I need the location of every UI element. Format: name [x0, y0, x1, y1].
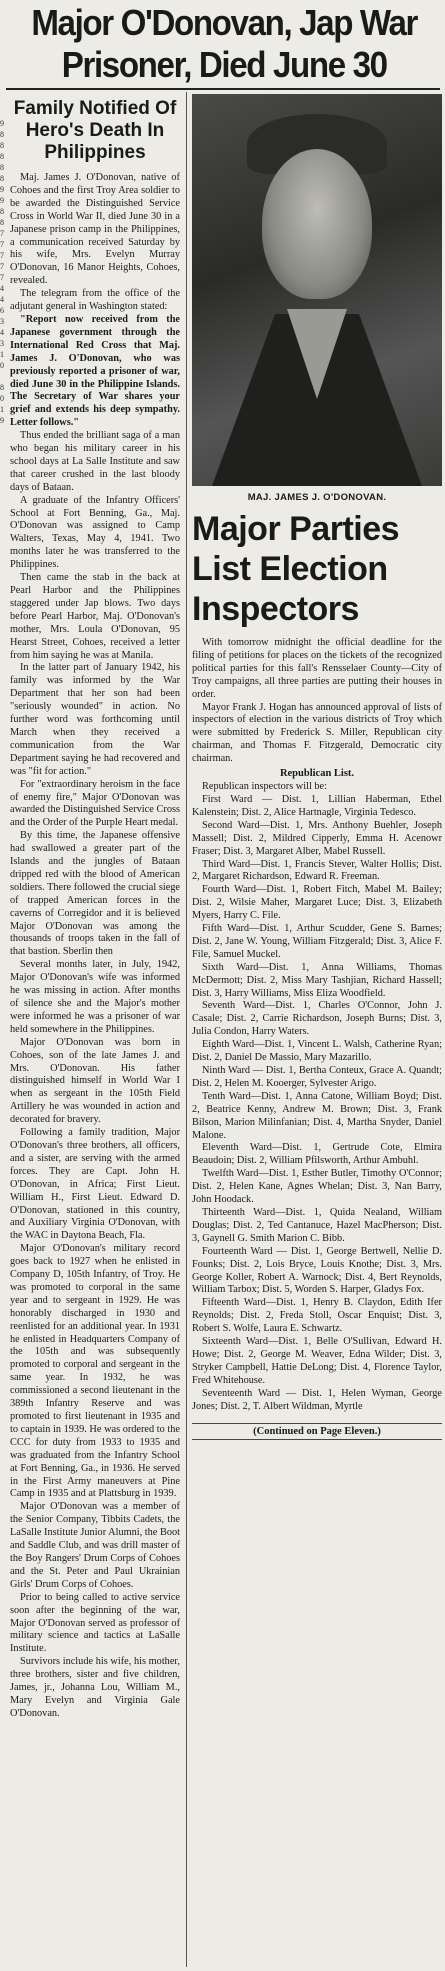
list-heading: Republican List.	[279, 768, 355, 780]
ward-entry: Fourteenth Ward — Dist. 1, George Bertwell, Nellie D. Founks; Dist. 2, Lois Bryce, Louis Knothe; Dist. 3, Mrs. George Koller, Robert A. Warnock; Dist. 4, Bert Reynolds, William Tarbox; Dist. 5, Worden S. Harper, Gladys Fox.	[192, 1245, 442, 1296]
ward-entry: Fourth Ward—Dist. 1, Robert Fitch, Mabel M. Bailey; Dist. 2, Wilsie Maher, Margaret Luce; Dist. 3, Elizabeth Myers, Harry C. File.	[192, 884, 442, 922]
continued-note: (Continued on Page Eleven.)	[192, 1423, 442, 1440]
margin-digit: 4	[0, 295, 4, 304]
election-paragraph: Mayor Frank J. Hogan has announced approval of lists of inspectors of election in the various districts of Troy which were submitted by Frederick S. Miller, Republican city chairman, and Thomas F. Fitzgerald, Democratic city chairman.	[192, 701, 442, 765]
article-paragraph: Major O'Donovan's military record goes back to 1927 when he enlisted in Company D, 105th Infantry, of Troy. He was promoted to corporal in the same year and to sergeant in 1929. He was honorably discharged in 1930 and reenlisted for an additional year. In 1931 he enlisted in Headquarters Company of the 105th and was subsequently promoted to corporal and sergeant in the same year. In 1932, he was commissioned a second lieutenant in the 389th Infantry Reserve and was promoted to first lieutenant in 1935 and to captain in 1939. He was ordered to the CCC for duty from 1933 to 1935 and was graduated from the Infantry School at Fort Benning, Ga., in 1936. He served in the First Army maneuvers at Pine Camp in 1935 and at Plattsburg in 1939.	[10, 1243, 180, 1500]
headline	[8, 2, 440, 86]
margin-digit: 3	[0, 317, 4, 326]
ward-entry: First Ward — Dist. 1, Lillian Haberman, Ethel Kalenstein; Dist. 2, Alice Hartnagle, Virginia Tedesco.	[192, 793, 442, 818]
article-paragraph: Several months later, in July, 1942, Major O'Donovan's wife was informed he was missing in action. After months of silence she and the Major's mother were informed he was a prisoner of war held somewhere in the Philippines.	[10, 959, 180, 1035]
margin-digit: 8	[0, 163, 4, 172]
article-subhead: Family Notified Of Hero's Death In Philippines	[13, 98, 177, 163]
margin-digit: 0	[0, 361, 4, 370]
list-intro: Republican inspectors will be:	[202, 781, 327, 793]
margin-digit: 1	[0, 405, 4, 414]
ward-entry: Eighth Ward—Dist. 1, Vincent L. Walsh, Catherine Ryan; Dist. 2, Daniel De Massio, Mary Mazarillo.	[192, 1039, 442, 1064]
article-paragraph: Thus ended the brilliant saga of a man who began his military career in his school days at La Salle Institute and saw that career crushed in the last bloody days of Bataan.	[10, 430, 180, 493]
election-body	[192, 637, 442, 766]
margin-digit: 3	[0, 339, 4, 348]
headline-rule	[6, 88, 440, 90]
article-paragraph: Maj. James J. O'Donovan, native of Cohoes and the first Troy Area soldier to be awarded the Distinguished Service Cross in World War II, died June 30 in a Japanese prison camp in the Philippines, a communication received Saturday by his wife, Mrs. Evelyn Murray O'Donovan, 16 Manor Heights, Cohoes, revealed.	[10, 172, 180, 287]
ward-entry: Fifteenth Ward—Dist. 1, Henry B. Claydon, Edith Ifer Reynolds; Dist. 2, Freda Stoll, Oscar Enquist; Dist. 3, Robert S. Wolfe, Laura E. Schwartz.	[192, 1297, 442, 1335]
headline-line-2: Prisoner, Died June 30	[61, 44, 387, 85]
article-paragraph: A graduate of the Infantry Officers' School at Fort Benning, Ga., Maj. O'Donovan was assigned to Camp Walters, Texas, May 4, 1941. Two months later he was transferred to the Philippines.	[10, 494, 180, 571]
article-paragraph: The telegram from the office of the adjutant general in Washington stated:	[10, 288, 180, 313]
article-paragraph: Major O'Donovan was a member of the Senior Company, Tibbits Cadets, the LaSalle Institute Junior Alumni, the Boot and Saddle Club, and was drill master of the Boy Rangers' Drum Corps of Cohoes and the St. Peter and Paul Ukrainian Girls' Drum Corps of Cohoes.	[10, 1501, 180, 1590]
ward-entry: Third Ward—Dist. 1, Francis Stever, Walter Hollis; Dist. 2, Margaret Richardson, Edward R. Freeman.	[192, 858, 442, 883]
margin-digit: 8	[0, 383, 4, 392]
margin-digit: 7	[0, 262, 4, 271]
ward-entry: Seventeenth Ward — Dist. 1, Helen Wyman, George Jones; Dist. 2, T. Albert Wildman, Myrtle	[192, 1387, 442, 1412]
headline-line-1: Major O'Donovan, Jap War	[31, 2, 418, 43]
ward-entry: Thirteenth Ward—Dist. 1, Quida Nealand, William Douglas; Dist. 2, Ted Cantanuce, Hazel MacPherson; Dist. 3, Gaynell G. Smith Marion C. Bibb.	[192, 1206, 442, 1244]
ward-entry: Ninth Ward — Dist. 1, Bertha Conteux, Grace A. Quandt; Dist. 2, Helen M. Kooerger, Sylvester Arigo.	[192, 1065, 442, 1089]
margin-digit: 9	[0, 416, 4, 425]
margin-digit: 9	[0, 196, 4, 205]
margin-digit: 7	[0, 229, 4, 238]
margin-digit: 8	[0, 152, 4, 161]
photo-caption: MAJ. JAMES J. O'DONOVAN.	[247, 492, 387, 503]
margin-digit	[0, 371, 8, 382]
ward-entry: Eleventh Ward—Dist. 1, Gertrude Cote, Elmira Beaudoin; Dist. 2, William Pfilsworth, Arthur Ambuhl.	[192, 1142, 442, 1167]
ward-list	[192, 794, 442, 1414]
election-paragraph: With tomorrow midnight the official deadline for the filing of petitions for places on the tickets of the recognized political parties for this fall's Rensselaer County—City of Troy campaigns, all three parties are putting their houses in order.	[192, 637, 442, 700]
ward-entry: Tenth Ward—Dist. 1, Anna Catone, William Boyd; Dist. 2, Beatrice Kenny, Andrew M. Brown; Dist. 3, Frank Bilson, Marion Milinfanian; Dist. 4, Martha Snyder, Daniel Malone.	[192, 1090, 442, 1141]
article-paragraph: Major O'Donovan was born in Cohoes, son of the late James J. and Mrs. O'Donovan. His father distinguished himself in World War I when as sergeant in the 105th Field Artillery he was wounded in action and decorated for bravery.	[10, 1036, 180, 1126]
margin-digit: 7	[0, 240, 4, 249]
article-column-right	[192, 94, 442, 1440]
ward-entry: Seventh Ward—Dist. 1, Charles O'Connor, John J. Casale; Dist. 2, Carrie Richardson, Joseph Burns; Dist. 3, Julia Condon, Harry Waters.	[192, 1000, 442, 1038]
margin-digit: 7	[0, 251, 4, 260]
margin-digit: 8	[0, 218, 4, 227]
margin-digit: 9	[0, 119, 4, 128]
margin-digit: 6	[0, 306, 4, 315]
margin-digit: 4	[0, 284, 4, 293]
margin-digit: 0	[0, 394, 4, 403]
article-paragraph: Following a family tradition, Major O'Donovan's three brothers, all officers, and a sister, are serving with the armed forces. They are Capt. John H. O'Donovan, in Africa; First Lieut. William H., First Lieut. Edward D. O'Donovan, stationed in this country, and Auxiliary Virginia O'Donovan, with the WAC in Daytona Beach, Fla.	[10, 1127, 180, 1242]
portrait-photo	[192, 94, 442, 486]
margin-digit: 7	[0, 273, 4, 282]
article-paragraph: Then came the stab in the back at Pearl Harbor and the Philippines staggered under Jap blows. Two days before Pearl Harbor, Maj. O'Donovan's mother, Mrs. Loula O'Donovan, 95 Hearst Street, Cohoes, received a letter from him saying he was at Manila.	[10, 572, 180, 661]
margin-digit: 8	[0, 174, 4, 183]
margin-digit: 4	[0, 328, 4, 337]
photo-face-shape	[262, 149, 372, 299]
article-column-left	[10, 94, 180, 1721]
margin-digit: 1	[0, 350, 4, 359]
margin-digit: 8	[0, 130, 4, 139]
column-divider	[186, 92, 187, 1967]
ward-entry: Sixth Ward—Dist. 1, Anna Williams, Thomas McDermott; Dist. 2, Miss Mary Tashjian, Richard Hassell; Dist. 3, Harry Williams, Miss Eliza Woodfield.	[192, 961, 442, 999]
article-paragraph: For "extraordinary heroism in the face of enemy fire," Major O'Donovan was awarded the Distinguished Service Cross and the Order of the Purple Heart medal.	[10, 778, 180, 829]
article-paragraph: Survivors include his wife, his mother, three brothers, sister and five children, James, jr., Johanna Lou, William M., Mary Evelyn and Virginia Gale O'Donovan.	[10, 1656, 180, 1719]
ward-entry: Fifth Ward—Dist. 1, Arthur Scudder, Gene S. Barnes; Dist. 2, Jane W. Young, William Fitzgerald; Dist. 3, Alice F. File, Samuel Muckel.	[192, 923, 442, 960]
ward-entry: Sixteenth Ward—Dist. 1, Belle O'Sullivan, Edward H. Howe; Dist. 2, George M. Weaver, Edna Wilder; Dist. 3, Stryker Campbell, Hattie DeLong; Dist. 4, Florence Taylor, Fred Whitehouse.	[192, 1336, 442, 1386]
article-paragraph: Prior to being called to active service soon after the beginning of the war, Major O'Donovan served as professor of military science and tactics at LaSalle Institute.	[10, 1591, 180, 1655]
ward-entry: Second Ward—Dist. 1, Mrs. Anthony Buehler, Joseph Massell; Dist. 2, Mildred Cipperly, Emma H. Acenowr Fraser; Dist. 3, Margaret Alber, Mabel Russell.	[192, 819, 442, 857]
ward-entry: Twelfth Ward—Dist. 1, Esther Butler, Timothy O'Connor; Dist. 2, Helen Kane, Agnes Whelan; Dist. 3, Nan Barry, John Hoodack.	[192, 1168, 442, 1206]
election-subhead: Major Parties List Election Inspectors	[192, 510, 400, 628]
article-paragraph: "Report now received from the Japanese government through the International Red Cross that Maj. James J. O'Donovan, who was previously reported a prisoner of war, died June 30 in the Philippine Islands. The Secretary of War shares your grief and extends his deep sympathy. Letter follows."	[10, 313, 180, 429]
margin-digit: 8	[0, 141, 4, 150]
margin-digits	[0, 118, 8, 426]
margin-digit: 8	[0, 207, 4, 216]
article-paragraph: By this time, the Japanese offensive had swallowed a greater part of the Islands and the jungles of Bataan dripped red with the blood of American soldiers. There followed the crucial siege of trapped American forces in the caverns of Corregidor and it is believed Major O'Donovan was among the thousands of troops taken in the fall of that bastion. Sberlin then	[10, 830, 180, 958]
article-paragraph: In the latter part of January 1942, his family was informed by the War Department that her son had been "seriously wounded" in action. No further word was forthcoming until March when they received a communication from the War Department saying he had recovered and was "fit for action."	[10, 662, 180, 777]
article-body	[10, 172, 180, 1721]
margin-digit: 9	[0, 185, 4, 194]
